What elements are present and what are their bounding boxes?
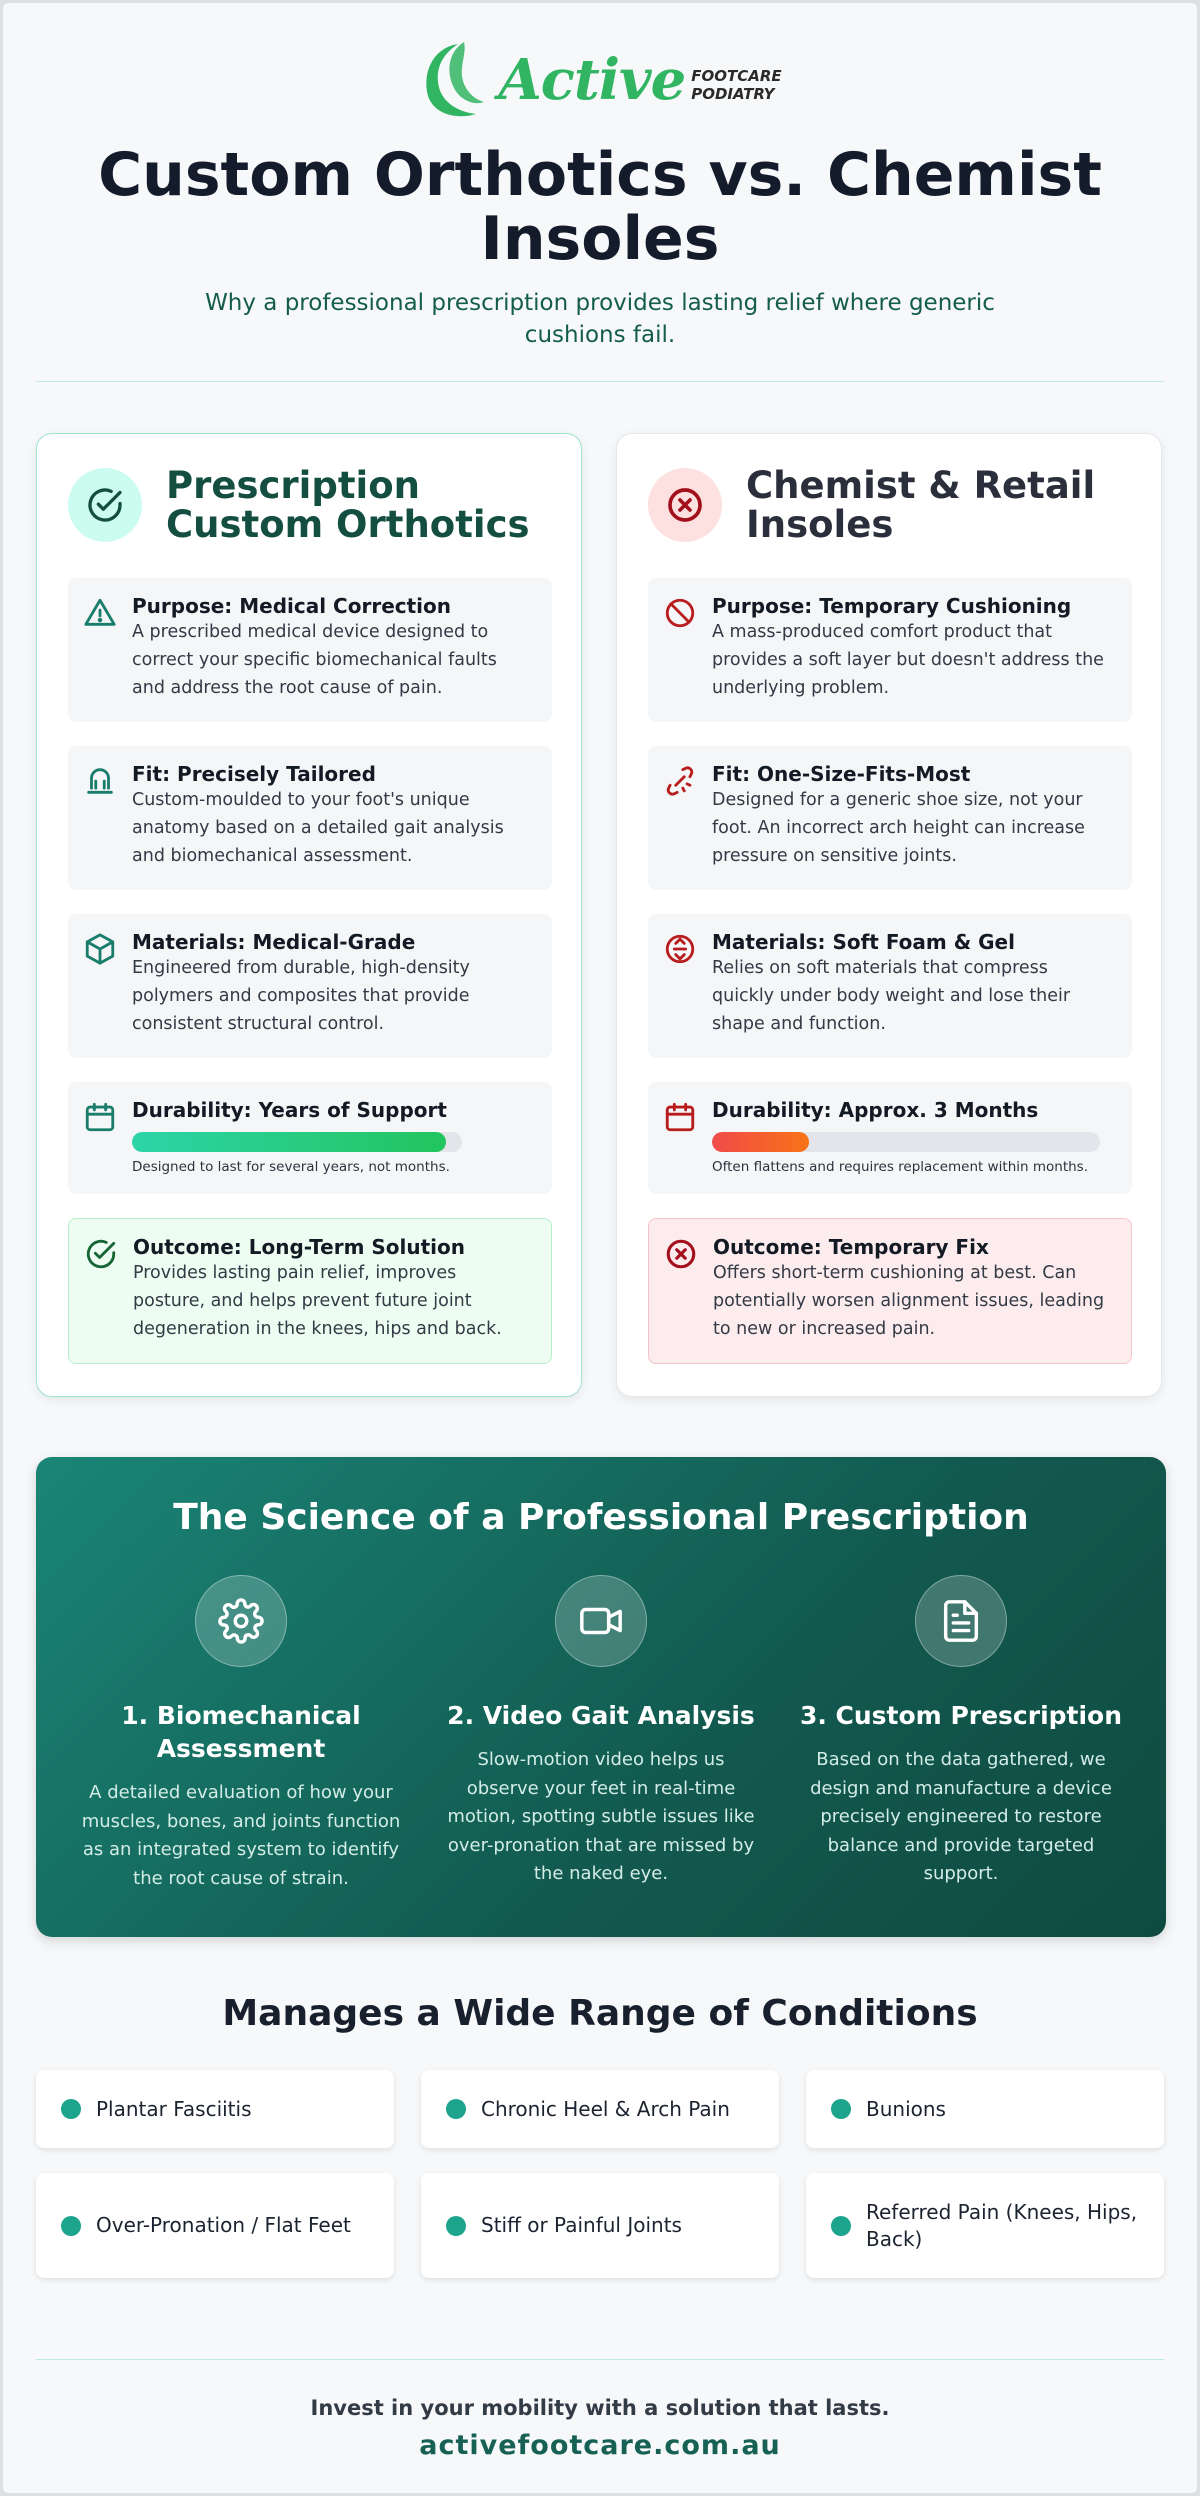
condition-label: Plantar Fasciitis <box>96 2096 252 2121</box>
brand-logo[interactable] <box>3 37 1197 123</box>
bullet-dot-icon <box>61 2216 81 2236</box>
condition-item <box>36 2070 394 2148</box>
video-camera-icon <box>555 1575 647 1667</box>
check-circle-icon <box>68 468 142 542</box>
logo-sub-line1: FOOTCARE <box>691 67 782 85</box>
durability-note: Often flattens and requires replacement within months. <box>712 1159 1089 1175</box>
feature-text: A mass-produced comfort product that provides a soft layer but doesn't address the underlying problem. <box>712 622 1104 698</box>
custom-feature-durability <box>68 1082 552 1194</box>
feature-text: Provides lasting pain relief, improves posture, and helps prevent future joint degeneration in the knees, hips and back. <box>133 1263 502 1339</box>
custom-orthotics-card <box>36 433 582 1397</box>
retail-insoles-card <box>616 433 1162 1397</box>
logo-wordmark: Active <box>498 47 686 113</box>
retail-feature-materials <box>648 914 1132 1058</box>
retail-card-header <box>648 466 1141 544</box>
page-subtitle: Why a professional prescription provides lasting relief where generic cushions fail. <box>205 290 995 348</box>
durability-bar-retail <box>712 1132 1100 1152</box>
calendar-icon <box>663 1100 697 1134</box>
condition-label: Bunions <box>866 2096 946 2121</box>
condition-label: Referred Pain (Knees, Hips, Back) <box>866 2199 1138 2251</box>
x-circle-icon <box>664 1237 698 1271</box>
logo-sub-line2: PODIATRY <box>691 85 775 103</box>
custom-card-header <box>68 466 561 544</box>
feature-title: Fit: Precisely Tailored <box>132 762 376 786</box>
durability-note: Designed to last for several years, not months. <box>132 1159 450 1175</box>
infographic-page <box>3 3 1197 2493</box>
bullet-dot-icon <box>446 2216 466 2236</box>
cube-icon <box>83 932 117 966</box>
durability-bar-custom <box>132 1132 462 1152</box>
retail-feature-purpose <box>648 578 1132 722</box>
step-text: Based on the data gathered, we design and manufacture a device precisely engineered to restore balance and provide targeted support. <box>810 1749 1112 1884</box>
footer-divider <box>36 2359 1164 2360</box>
retail-feature-fit <box>648 746 1132 890</box>
bullet-dot-icon <box>61 2099 81 2119</box>
condition-label: Chronic Heel & Arch Pain <box>481 2096 730 2121</box>
feature-text: Offers short-term cushioning at best. Can potentially worsen alignment issues, leading to new or increased pain. <box>713 1263 1105 1339</box>
condition-item <box>421 2070 779 2148</box>
page-title: Custom Orthotics vs. Chemist Insoles <box>98 140 1102 274</box>
retail-feature-durability <box>648 1082 1132 1194</box>
durability-fill-retail <box>712 1132 809 1152</box>
feature-title: Purpose: Medical Correction <box>132 594 452 618</box>
science-step-gait <box>431 1575 771 1889</box>
check-circle-icon <box>84 1237 118 1271</box>
foot-arch-icon <box>83 764 117 798</box>
bullet-dot-icon <box>831 2216 851 2236</box>
custom-card-title: Prescription Custom Orthotics <box>166 464 530 546</box>
calendar-icon <box>83 1100 117 1134</box>
bullet-dot-icon <box>831 2099 851 2119</box>
condition-label: Over-Pronation / Flat Feet <box>96 2213 351 2237</box>
step-title: 2. Video Gait Analysis <box>447 1701 755 1730</box>
step-text: A detailed evaluation of how your muscles, bones, and joints function as an integrated system to identify the root cause of strain. <box>81 1782 401 1889</box>
custom-feature-purpose <box>68 578 552 722</box>
feature-text: Engineered from durable, high-density polymers and composites that provide consistent structural control. <box>132 958 470 1034</box>
conditions-title: Manages a Wide Range of Conditions <box>222 1993 978 2034</box>
feature-title: Materials: Medical-Grade <box>132 930 416 954</box>
condition-item <box>806 2070 1164 2148</box>
feature-text: Relies on soft materials that compress quickly under body weight and lose their shape and function. <box>712 958 1071 1034</box>
feature-title: Fit: One-Size-Fits-Most <box>712 762 971 786</box>
condition-item <box>421 2173 779 2278</box>
bullet-dot-icon <box>446 2099 466 2119</box>
logo-foot-swoosh-icon <box>418 38 492 122</box>
website-link[interactable]: activefootcare.com.au <box>419 2430 781 2461</box>
custom-feature-outcome <box>68 1218 552 1364</box>
feature-title: Materials: Soft Foam & Gel <box>712 930 1015 954</box>
custom-feature-materials <box>68 914 552 1058</box>
broken-link-icon <box>663 764 697 798</box>
feature-text: A prescribed medical device designed to correct your specific biomechanical faults and address the root cause of pain. <box>132 622 497 698</box>
footer-tagline: Invest in your mobility with a solution that lasts. <box>310 2396 890 2420</box>
science-section <box>36 1457 1166 1937</box>
header-divider <box>36 381 1164 382</box>
logo-subtitle <box>691 67 781 103</box>
step-title: 1. Biomechanical Assessment <box>121 1701 361 1763</box>
feature-title: Durability: Approx. 3 Months <box>712 1098 1039 1122</box>
gear-icon <box>195 1575 287 1667</box>
custom-feature-fit <box>68 746 552 890</box>
document-icon <box>915 1575 1007 1667</box>
feature-title: Outcome: Long-Term Solution <box>133 1235 466 1259</box>
science-step-prescription <box>791 1575 1131 1889</box>
feature-text: Custom-moulded to your foot's unique anatomy based on a detailed gait analysis and biomechanical assessment. <box>132 790 504 866</box>
feature-title: Outcome: Temporary Fix <box>713 1235 989 1259</box>
step-title: 3. Custom Prescription <box>799 1701 1123 1730</box>
science-step-assessment <box>71 1575 411 1893</box>
science-title: The Science of a Professional Prescription <box>173 1497 1029 1538</box>
feature-text: Designed for a generic shoe size, not your foot. An incorrect arch height can increase pressure on sensitive joints. <box>712 790 1085 866</box>
feature-title: Purpose: Temporary Cushioning <box>712 594 1072 618</box>
condition-item <box>806 2173 1164 2278</box>
retail-feature-outcome <box>648 1218 1132 1364</box>
condition-item <box>36 2173 394 2278</box>
compress-circle-icon <box>663 932 697 966</box>
feature-title: Durability: Years of Support <box>132 1098 447 1122</box>
retail-card-title: Chemist & Retail Insoles <box>746 464 1096 546</box>
warning-triangle-icon <box>83 596 117 630</box>
x-circle-icon <box>648 468 722 542</box>
prohibited-icon <box>663 596 697 630</box>
condition-label: Stiff or Painful Joints <box>481 2213 682 2237</box>
step-text: Slow-motion video helps us observe your feet in real-time motion, spotting subtle issues like over-pronation that are missed by the naked eye. <box>447 1749 755 1884</box>
durability-fill-custom <box>132 1132 446 1152</box>
